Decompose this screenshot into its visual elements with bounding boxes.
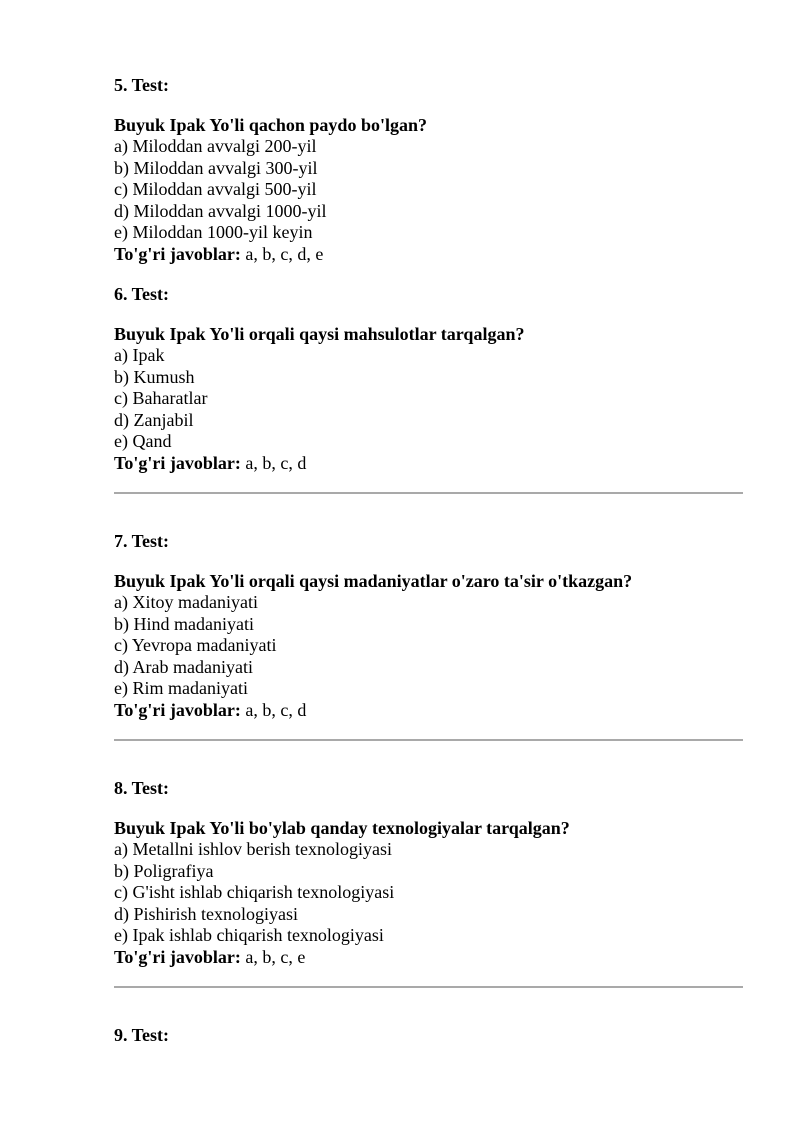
option-c: c) Miloddan avvalgi 500-yil	[114, 179, 317, 199]
option-b: b) Miloddan avvalgi 300-yil	[114, 157, 318, 178]
option-b: b) Hind madaniyati	[114, 613, 254, 634]
option-e: e) Rim madaniyati	[114, 678, 248, 698]
option-b: b) Poligrafiya	[114, 860, 214, 881]
test-6	[114, 283, 743, 474]
option-d: d) Pishirish texnologiyasi	[114, 903, 298, 924]
section-divider	[114, 986, 743, 988]
option-a: a) Xitoy madaniyati	[114, 592, 258, 612]
option-c: c) G'isht ishlab chiqarish texnologiyasi	[114, 882, 395, 902]
answers-value: a, b, c, e	[240, 946, 306, 967]
answers-label: To'g'ri javoblar:	[114, 946, 241, 967]
option-list	[114, 345, 743, 453]
option-e: e) Miloddan 1000-yil keyin	[114, 222, 313, 242]
test-9	[114, 1024, 743, 1046]
correct-answers	[114, 700, 743, 722]
test-title: 8. Test:	[114, 778, 170, 798]
question-text: Buyuk Ipak Yo'li orqali qaysi madaniyatlar o'zaro ta'sir o'tkazgan?	[114, 571, 633, 591]
document-page	[114, 74, 743, 1046]
test-5	[114, 74, 743, 265]
option-e: e) Ipak ishlab chiqarish texnologiyasi	[114, 925, 384, 945]
answers-label: To'g'ri javoblar:	[114, 452, 241, 473]
option-e: e) Qand	[114, 431, 172, 451]
option-d: d) Miloddan avvalgi 1000-yil	[114, 200, 327, 221]
section-divider	[114, 492, 743, 494]
option-a: a) Miloddan avvalgi 200-yil	[114, 136, 317, 156]
test-8	[114, 777, 743, 968]
option-list	[114, 592, 743, 700]
option-d: d) Arab madaniyati	[114, 656, 253, 677]
answers-value: a, b, c, d	[240, 452, 307, 473]
test-title: 7. Test:	[114, 531, 170, 551]
option-list	[114, 839, 743, 947]
correct-answers	[114, 244, 743, 266]
question-text: Buyuk Ipak Yo'li qachon paydo bo'lgan?	[114, 115, 427, 135]
answers-value: a, b, c, d, e	[240, 243, 324, 264]
test-7	[114, 530, 743, 721]
option-list	[114, 136, 743, 244]
option-c: c) Yevropa madaniyati	[114, 635, 277, 655]
section-divider	[114, 739, 743, 741]
correct-answers	[114, 453, 743, 475]
test-title: 5. Test:	[114, 75, 170, 95]
option-a: a) Ipak	[114, 345, 165, 365]
correct-answers	[114, 947, 743, 969]
option-b: b) Kumush	[114, 366, 195, 387]
option-d: d) Zanjabil	[114, 409, 194, 430]
question-text: Buyuk Ipak Yo'li bo'ylab qanday texnologiyalar tarqalgan?	[114, 818, 570, 838]
option-a: a) Metallni ishlov berish texnologiyasi	[114, 839, 392, 859]
test-title: 6. Test:	[114, 284, 170, 304]
question-text: Buyuk Ipak Yo'li orqali qaysi mahsulotlar tarqalgan?	[114, 324, 525, 344]
answers-label: To'g'ri javoblar:	[114, 243, 241, 264]
option-c: c) Baharatlar	[114, 388, 208, 408]
test-title: 9. Test:	[114, 1025, 170, 1045]
answers-value: a, b, c, d	[240, 699, 307, 720]
answers-label: To'g'ri javoblar:	[114, 699, 241, 720]
